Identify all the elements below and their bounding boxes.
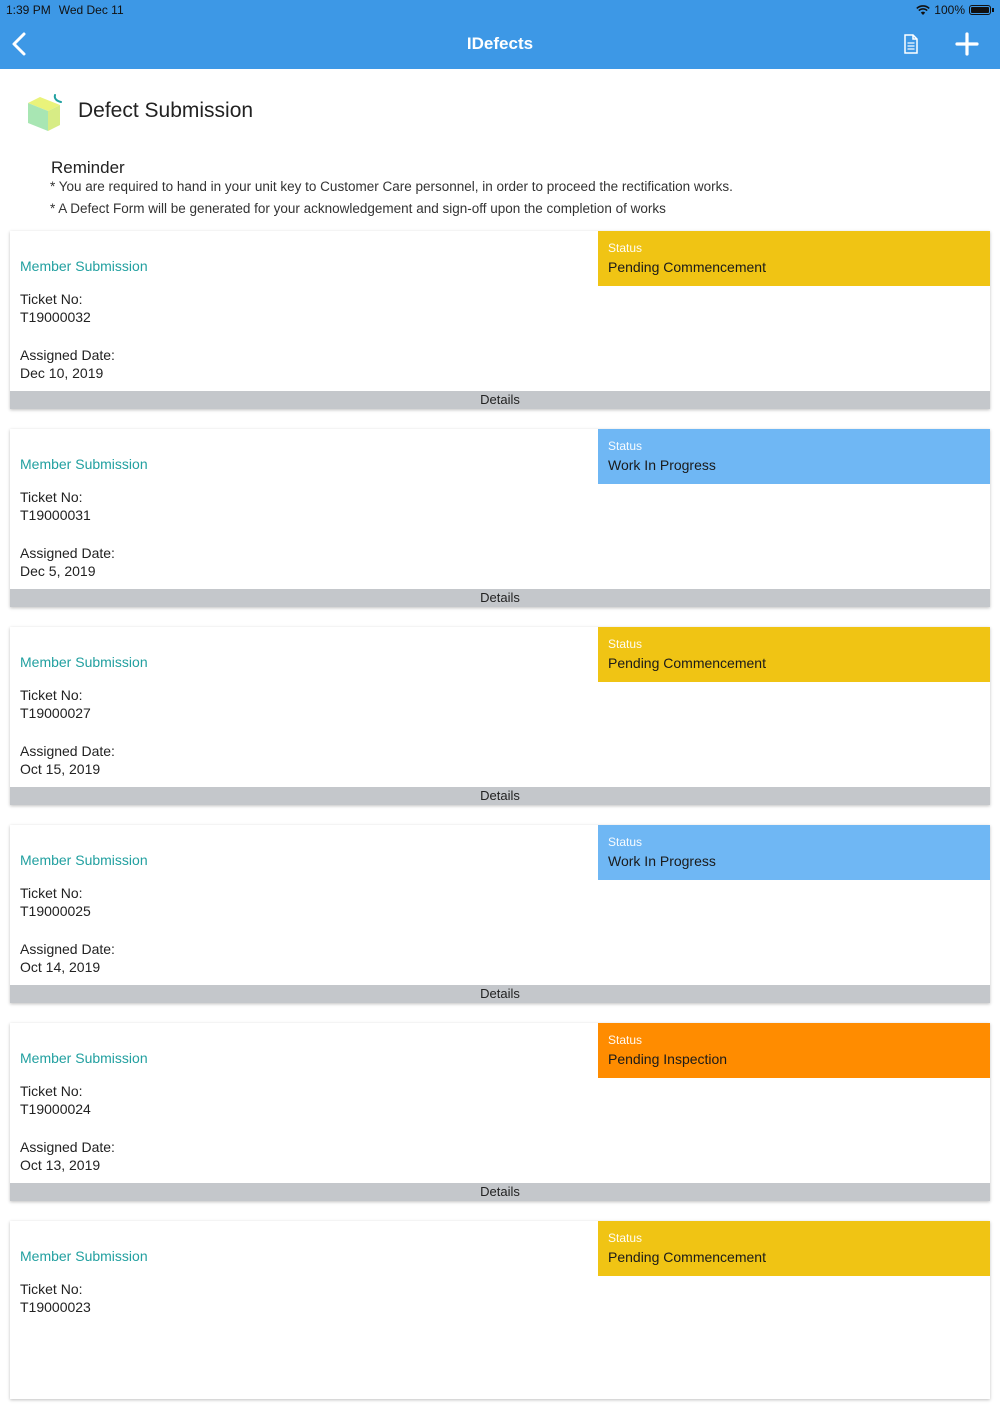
ticket-number: T19000032 (20, 309, 91, 325)
submission-card[interactable] (10, 1221, 990, 1399)
member-submission-label: Member Submission (20, 654, 148, 670)
member-submission-label: Member Submission (20, 852, 148, 868)
status-badge (598, 231, 990, 286)
ticket-label: Ticket No: (20, 1083, 83, 1099)
status-value: Pending Commencement (608, 259, 766, 275)
assigned-date-label: Assigned Date: (20, 545, 115, 561)
status-badge (598, 1221, 990, 1276)
header-section (0, 69, 1000, 229)
document-icon[interactable] (900, 32, 922, 56)
ticket-label: Ticket No: (20, 1281, 83, 1297)
assigned-date-label: Assigned Date: (20, 743, 115, 759)
status-badge (598, 1023, 990, 1078)
status-badge (598, 825, 990, 880)
battery-icon (969, 5, 991, 15)
status-badge (598, 429, 990, 484)
submission-card[interactable] (10, 627, 990, 805)
details-button[interactable]: Details (10, 1183, 990, 1201)
ticket-number: T19000023 (20, 1299, 91, 1315)
status-caption: Status (608, 1033, 643, 1047)
top-bar (0, 0, 1000, 69)
ticket-number: T19000031 (20, 507, 91, 523)
cube-icon (24, 93, 64, 133)
status-caption: Status (608, 1231, 643, 1245)
ticket-number: T19000024 (20, 1101, 91, 1117)
add-icon[interactable] (954, 31, 980, 57)
status-value: Pending Commencement (608, 1249, 766, 1265)
ticket-label: Ticket No: (20, 291, 83, 307)
details-button[interactable]: Details (10, 391, 990, 409)
member-submission-label: Member Submission (20, 1050, 148, 1066)
assigned-date-label: Assigned Date: (20, 941, 115, 957)
status-caption: Status (608, 835, 643, 849)
status-time: 1:39 PM (6, 3, 51, 17)
submission-card[interactable] (10, 231, 990, 409)
status-badge (598, 627, 990, 682)
submission-card[interactable] (10, 825, 990, 1003)
battery-tip (992, 8, 994, 12)
details-button[interactable]: Details (10, 589, 990, 607)
status-bar-time (6, 3, 124, 17)
page-title: Defect Submission (78, 99, 254, 122)
member-submission-label: Member Submission (20, 258, 148, 274)
status-caption: Status (608, 241, 643, 255)
ticket-label: Ticket No: (20, 687, 83, 703)
submission-card[interactable] (10, 1023, 990, 1201)
reminder-line: * A Defect Form will be generated for your acknowledgement and sign-off upon the completion of works (50, 201, 666, 216)
ticket-label: Ticket No: (20, 885, 83, 901)
assigned-date: Dec 5, 2019 (20, 563, 96, 579)
status-date: Wed Dec 11 (58, 3, 124, 17)
ticket-number: T19000027 (20, 705, 91, 721)
status-value: Pending Commencement (608, 655, 766, 671)
member-submission-label: Member Submission (20, 456, 148, 472)
status-value: Work In Progress (608, 853, 716, 869)
submission-card[interactable] (10, 429, 990, 607)
assigned-date: Oct 15, 2019 (20, 761, 101, 777)
nav-title: IDefects (466, 34, 534, 53)
wifi-icon (916, 5, 930, 16)
assigned-date: Oct 14, 2019 (20, 959, 101, 975)
status-caption: Status (608, 439, 643, 453)
status-value: Work In Progress (608, 457, 716, 473)
assigned-date-label: Assigned Date: (20, 1139, 115, 1155)
battery-percent: 100% (934, 3, 965, 17)
status-value: Pending Inspection (608, 1051, 728, 1067)
member-submission-label: Member Submission (20, 1248, 148, 1264)
ticket-label: Ticket No: (20, 489, 83, 505)
details-button[interactable]: Details (10, 985, 990, 1003)
reminder-line: * You are required to hand in your unit key to Customer Care personnel, in order to proceed the rectification works. (50, 179, 733, 194)
details-button[interactable]: Details (10, 787, 990, 805)
status-bar-right (916, 3, 994, 17)
ticket-number: T19000025 (20, 903, 91, 919)
assigned-date-label: Assigned Date: (20, 347, 115, 363)
assigned-date: Dec 10, 2019 (20, 365, 104, 381)
submission-list (10, 231, 990, 1419)
reminder-title: Reminder (51, 158, 125, 177)
status-caption: Status (608, 637, 643, 651)
assigned-date: Oct 13, 2019 (20, 1157, 101, 1173)
